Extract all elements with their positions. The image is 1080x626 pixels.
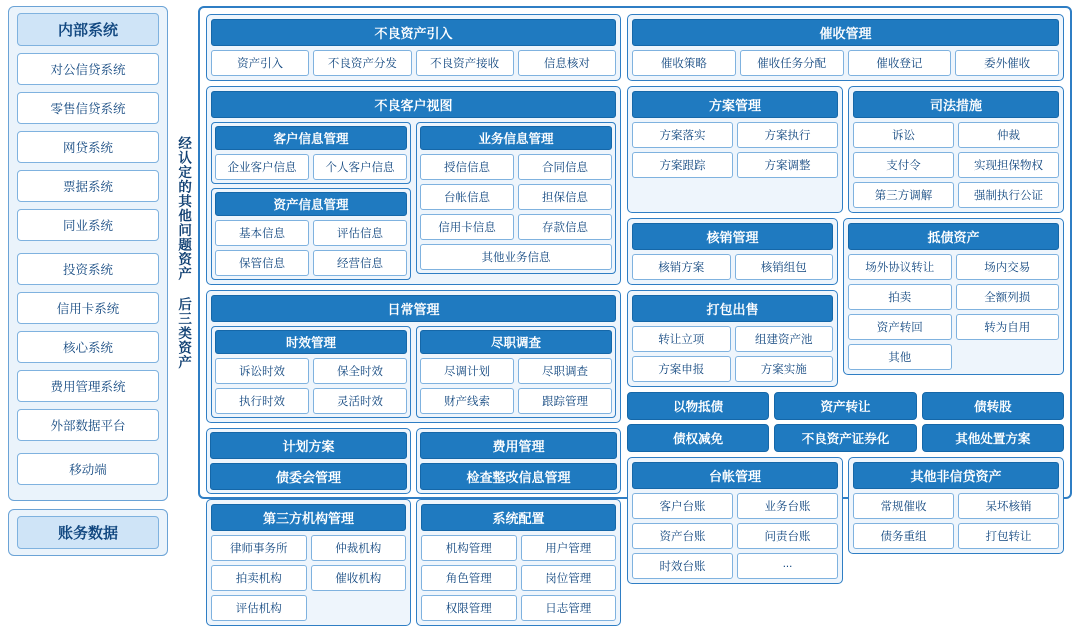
item-contract-info[interactable]: 合同信息 <box>518 154 612 180</box>
row <box>632 523 838 549</box>
band-asset-transfer[interactable]: 资产转让 <box>774 392 916 420</box>
accounting-data-title: 账务数据 <box>17 516 159 549</box>
row <box>211 595 406 621</box>
item-tracking-management[interactable]: 跟踪管理 <box>518 388 612 414</box>
row <box>853 493 1059 519</box>
item-enterprise-customer-info[interactable]: 企业客户信息 <box>215 154 309 180</box>
row <box>632 152 838 178</box>
band-row-1 <box>627 392 1064 420</box>
item-guarantee-info[interactable]: 担保信息 <box>518 184 612 210</box>
writeoff-debtasset-row <box>627 218 1064 387</box>
group-daily-management <box>206 290 621 423</box>
group-other-noncredit-assets <box>848 457 1064 554</box>
group-title-collection-management: 催收管理 <box>632 19 1059 46</box>
row <box>421 535 616 561</box>
item-scheme-implement[interactable]: 方案落实 <box>632 122 733 148</box>
row <box>211 535 406 561</box>
item-personal-customer-info[interactable]: 个人客户信息 <box>313 154 407 180</box>
item-bad-debt-writeoff[interactable]: 呆坏核销 <box>958 493 1059 519</box>
left-systems-column <box>8 6 168 542</box>
customer-view-body <box>211 122 616 280</box>
row <box>848 344 1059 370</box>
item-due-diligence[interactable]: 尽职调查 <box>518 358 612 384</box>
row <box>632 493 838 519</box>
item-full-loss[interactable]: 全额列损 <box>956 284 1060 310</box>
row <box>420 244 612 270</box>
row <box>632 122 838 148</box>
item-collection-task-assign[interactable]: 催收任务分配 <box>740 50 844 76</box>
subgroup-asset-info <box>211 188 411 280</box>
group-judicial-measures <box>848 86 1064 213</box>
group-system-config <box>416 499 621 626</box>
item-credit-card-info[interactable]: 信用卡信息 <box>420 214 514 240</box>
internal-systems-title: 内部系统 <box>17 13 159 46</box>
item-package-transfer[interactable]: 打包转让 <box>958 523 1059 549</box>
group-title-system-config: 系统配置 <box>421 504 616 531</box>
thirdparty-sysconfig-row <box>206 499 621 626</box>
item-asset-return[interactable]: 资产转回 <box>848 314 952 340</box>
item-asset-intro[interactable]: 资产引入 <box>211 50 309 76</box>
item-npl-receive[interactable]: 不良资产接收 <box>416 50 514 76</box>
group-title-writeoff-management: 核销管理 <box>632 223 833 250</box>
item-otc-agreement-transfer[interactable]: 场外协议转让 <box>848 254 952 280</box>
item-writeoff-scheme[interactable]: 核销方案 <box>632 254 731 280</box>
item-operation-info[interactable]: 经营信息 <box>313 250 407 276</box>
subgroup-title-asset-info: 资产信息管理 <box>215 192 407 216</box>
item-asset-ledger[interactable]: 资产台账 <box>632 523 733 549</box>
band-debt-reduction[interactable]: 债权减免 <box>627 424 769 452</box>
group-title-fee-management: 费用管理 <box>420 432 617 459</box>
row <box>421 565 616 591</box>
accounting-data-panel <box>8 509 168 556</box>
item-scheme-declaration[interactable]: 方案申报 <box>632 356 731 382</box>
disposal-bands <box>627 392 1064 452</box>
group-title-judicial-measures: 司法措施 <box>853 91 1059 118</box>
group-customer-view <box>206 86 621 285</box>
group-title-other-noncredit-assets: 其他非信贷资产 <box>853 462 1059 489</box>
row <box>853 122 1059 148</box>
item-arbitration-agency[interactable]: 仲裁机构 <box>311 535 407 561</box>
row <box>215 388 407 414</box>
group-scheme-management <box>627 86 843 213</box>
band-row-2 <box>627 424 1064 452</box>
item-execution-timeliness[interactable]: 执行时效 <box>215 388 309 414</box>
group-title-debt-asset: 抵债资产 <box>848 223 1059 250</box>
daily-body <box>211 326 616 418</box>
band-debt-to-equity[interactable]: 债转股 <box>922 392 1064 420</box>
item-preservation-timeliness[interactable]: 保全时效 <box>313 358 407 384</box>
scheme-judicial-row <box>627 86 1064 213</box>
sidebar-item-retail-credit[interactable]: 零售信贷系统 <box>17 92 159 124</box>
item-accountability-ledger[interactable]: 问责台账 <box>737 523 838 549</box>
sidebar-item-online-loan[interactable]: 网贷系统 <box>17 131 159 163</box>
subgroup-title-timeliness: 时效管理 <box>215 330 407 354</box>
group-title-third-party: 第三方机构管理 <box>211 504 406 531</box>
group-title-customer-view: 不良客户视图 <box>211 91 616 118</box>
internal-systems-panel <box>8 6 168 501</box>
main-right-column <box>627 14 1064 573</box>
row <box>632 326 833 352</box>
item-debt-restructuring[interactable]: 债务重组 <box>853 523 954 549</box>
subgroup-customer-info <box>211 122 411 184</box>
row <box>215 220 407 246</box>
group-title-ledger-management: 台帐管理 <box>632 462 838 489</box>
group-npl-intro <box>206 14 621 81</box>
item-build-asset-pool[interactable]: 组建资产池 <box>735 326 834 352</box>
item-customer-ledger[interactable]: 客户台账 <box>632 493 733 519</box>
item-valuation-agency[interactable]: 评估机构 <box>211 595 307 621</box>
item-credit-grant-info[interactable]: 授信信息 <box>420 154 514 180</box>
group-fee-management <box>416 428 621 494</box>
item-business-ledger[interactable]: 业务台账 <box>737 493 838 519</box>
item-writeoff-package[interactable]: 核销组包 <box>735 254 834 280</box>
row <box>848 284 1059 310</box>
item-permission-management[interactable]: 权限管理 <box>421 595 517 621</box>
item-timeliness-ledger[interactable]: 时效台账 <box>632 553 733 579</box>
row <box>421 595 616 621</box>
group-plan-scheme <box>206 428 411 494</box>
subgroup-title-customer-info: 客户信息管理 <box>215 126 407 150</box>
item-auction[interactable]: 拍卖 <box>848 284 952 310</box>
sidebar-item-core[interactable]: 核心系统 <box>17 331 159 363</box>
sidebar-item-interbank[interactable]: 同业系统 <box>17 209 159 241</box>
item-user-management[interactable]: 用户管理 <box>521 535 617 561</box>
item-convert-self-use[interactable]: 转为自用 <box>956 314 1060 340</box>
group-title-inspection-rectification: 检查整改信息管理 <box>420 463 617 490</box>
group-title-plan-scheme: 计划方案 <box>210 432 407 459</box>
item-arbitration[interactable]: 仲裁 <box>958 122 1059 148</box>
band-other-disposal-scheme[interactable]: 其他处置方案 <box>922 424 1064 452</box>
group-debt-asset <box>843 218 1064 375</box>
row <box>853 182 1059 208</box>
item-on-exchange-trade[interactable]: 场内交易 <box>956 254 1060 280</box>
row <box>420 388 612 414</box>
group-title-creditor-committee: 债委会管理 <box>210 463 407 490</box>
row <box>215 358 407 384</box>
sidebar-item-investment[interactable]: 投资系统 <box>17 253 159 285</box>
group-writeoff-management <box>627 218 838 285</box>
sidebar-item-bill[interactable]: 票据系统 <box>17 170 159 202</box>
row <box>848 254 1059 280</box>
item-property-clue[interactable]: 财产线索 <box>420 388 514 414</box>
item-litigation[interactable]: 诉讼 <box>853 122 954 148</box>
sidebar-item-credit-card[interactable]: 信用卡系统 <box>17 292 159 324</box>
row <box>632 50 1059 76</box>
item-ledger-info[interactable]: 台帐信息 <box>420 184 514 210</box>
item-log-management[interactable]: 日志管理 <box>521 595 617 621</box>
plan-fee-row <box>206 428 621 494</box>
row <box>848 314 1059 340</box>
row <box>211 50 616 76</box>
item-outsourced-collection[interactable]: 委外催收 <box>955 50 1059 76</box>
item-flexible-timeliness[interactable]: 灵活时效 <box>313 388 407 414</box>
row <box>632 356 833 382</box>
item-valuation-info[interactable]: 评估信息 <box>313 220 407 246</box>
sidebar-item-expense[interactable]: 费用管理系统 <box>17 370 159 402</box>
item-law-firm[interactable]: 律师事务所 <box>211 535 307 561</box>
item-other-business-info[interactable]: 其他业务信息 <box>420 244 612 270</box>
item-npl-distribution[interactable]: 不良资产分发 <box>313 50 411 76</box>
row <box>853 523 1059 549</box>
item-auction-agency[interactable]: 拍卖机构 <box>211 565 307 591</box>
item-collection-strategy[interactable]: 催收策略 <box>632 50 736 76</box>
main-diagram-frame <box>198 6 1072 615</box>
item-transfer-project[interactable]: 转让立项 <box>632 326 731 352</box>
subgroup-title-due-diligence: 尽职调查 <box>420 330 612 354</box>
group-ledger-management <box>627 457 843 584</box>
vertical-category-label <box>170 6 196 499</box>
row <box>211 565 406 591</box>
item-routine-collection[interactable]: 常规催收 <box>853 493 954 519</box>
item-third-party-mediation[interactable]: 第三方调解 <box>853 182 954 208</box>
item-collection-registration[interactable]: 催收登记 <box>848 50 952 76</box>
group-title-scheme-management: 方案管理 <box>632 91 838 118</box>
group-title-package-sale: 打包出售 <box>632 295 833 322</box>
item-basic-info[interactable]: 基本信息 <box>215 220 309 246</box>
item-scheme-execution-sale[interactable]: 方案实施 <box>735 356 834 382</box>
item-org-management[interactable]: 机构管理 <box>421 535 517 561</box>
row <box>420 184 612 210</box>
group-third-party <box>206 499 411 626</box>
item-deposit-info[interactable]: 存款信息 <box>518 214 612 240</box>
item-role-management[interactable]: 角色管理 <box>421 565 517 591</box>
item-scheme-execution[interactable]: 方案执行 <box>737 122 838 148</box>
row <box>215 154 407 180</box>
item-compulsory-execution-notarization[interactable]: 强制执行公证 <box>958 182 1059 208</box>
item-diligence-plan[interactable]: 尽调计划 <box>420 358 514 384</box>
group-title-daily-management: 日常管理 <box>211 295 616 322</box>
row <box>215 250 407 276</box>
item-litigation-timeliness[interactable]: 诉讼时效 <box>215 358 309 384</box>
vertical-category-text: 经认定的其他问题资产 后三类资产 <box>176 135 192 370</box>
row <box>632 553 838 579</box>
item-realize-security-interest[interactable]: 实现担保物权 <box>958 152 1059 178</box>
subgroup-timeliness <box>211 326 411 418</box>
row <box>853 152 1059 178</box>
item-info-check[interactable]: 信息核对 <box>518 50 616 76</box>
item-custody-info[interactable]: 保管信息 <box>215 250 309 276</box>
item-payment-order[interactable]: 支付令 <box>853 152 954 178</box>
group-title-npl-intro: 不良资产引入 <box>211 19 616 46</box>
group-package-sale <box>627 290 838 387</box>
item-collection-agency[interactable]: 催收机构 <box>311 565 407 591</box>
item-scheme-tracking[interactable]: 方案跟踪 <box>632 152 733 178</box>
row <box>420 154 612 180</box>
group-collection-management <box>627 14 1064 81</box>
band-npl-securitization[interactable]: 不良资产证券化 <box>774 424 916 452</box>
main-left-column <box>206 14 621 615</box>
sidebar-item-corporate-credit[interactable]: 对公信贷系统 <box>17 53 159 85</box>
band-debt-repayment-in-kind[interactable]: 以物抵债 <box>627 392 769 420</box>
row <box>420 358 612 384</box>
ledger-other-row <box>627 457 1064 584</box>
subgroup-business-info <box>416 122 616 274</box>
sidebar-item-external-data[interactable]: 外部数据平台 <box>17 409 159 441</box>
row <box>632 254 833 280</box>
item-scheme-adjustment[interactable]: 方案调整 <box>737 152 838 178</box>
subgroup-title-business-info: 业务信息管理 <box>420 126 612 150</box>
subgroup-due-diligence <box>416 326 616 418</box>
sidebar-item-mobile[interactable]: 移动端 <box>17 453 159 485</box>
item-post-management[interactable]: 岗位管理 <box>521 565 617 591</box>
item-debt-asset-other[interactable]: 其他 <box>848 344 952 370</box>
row <box>420 214 612 240</box>
item-ledger-more[interactable]: ... <box>737 553 838 579</box>
